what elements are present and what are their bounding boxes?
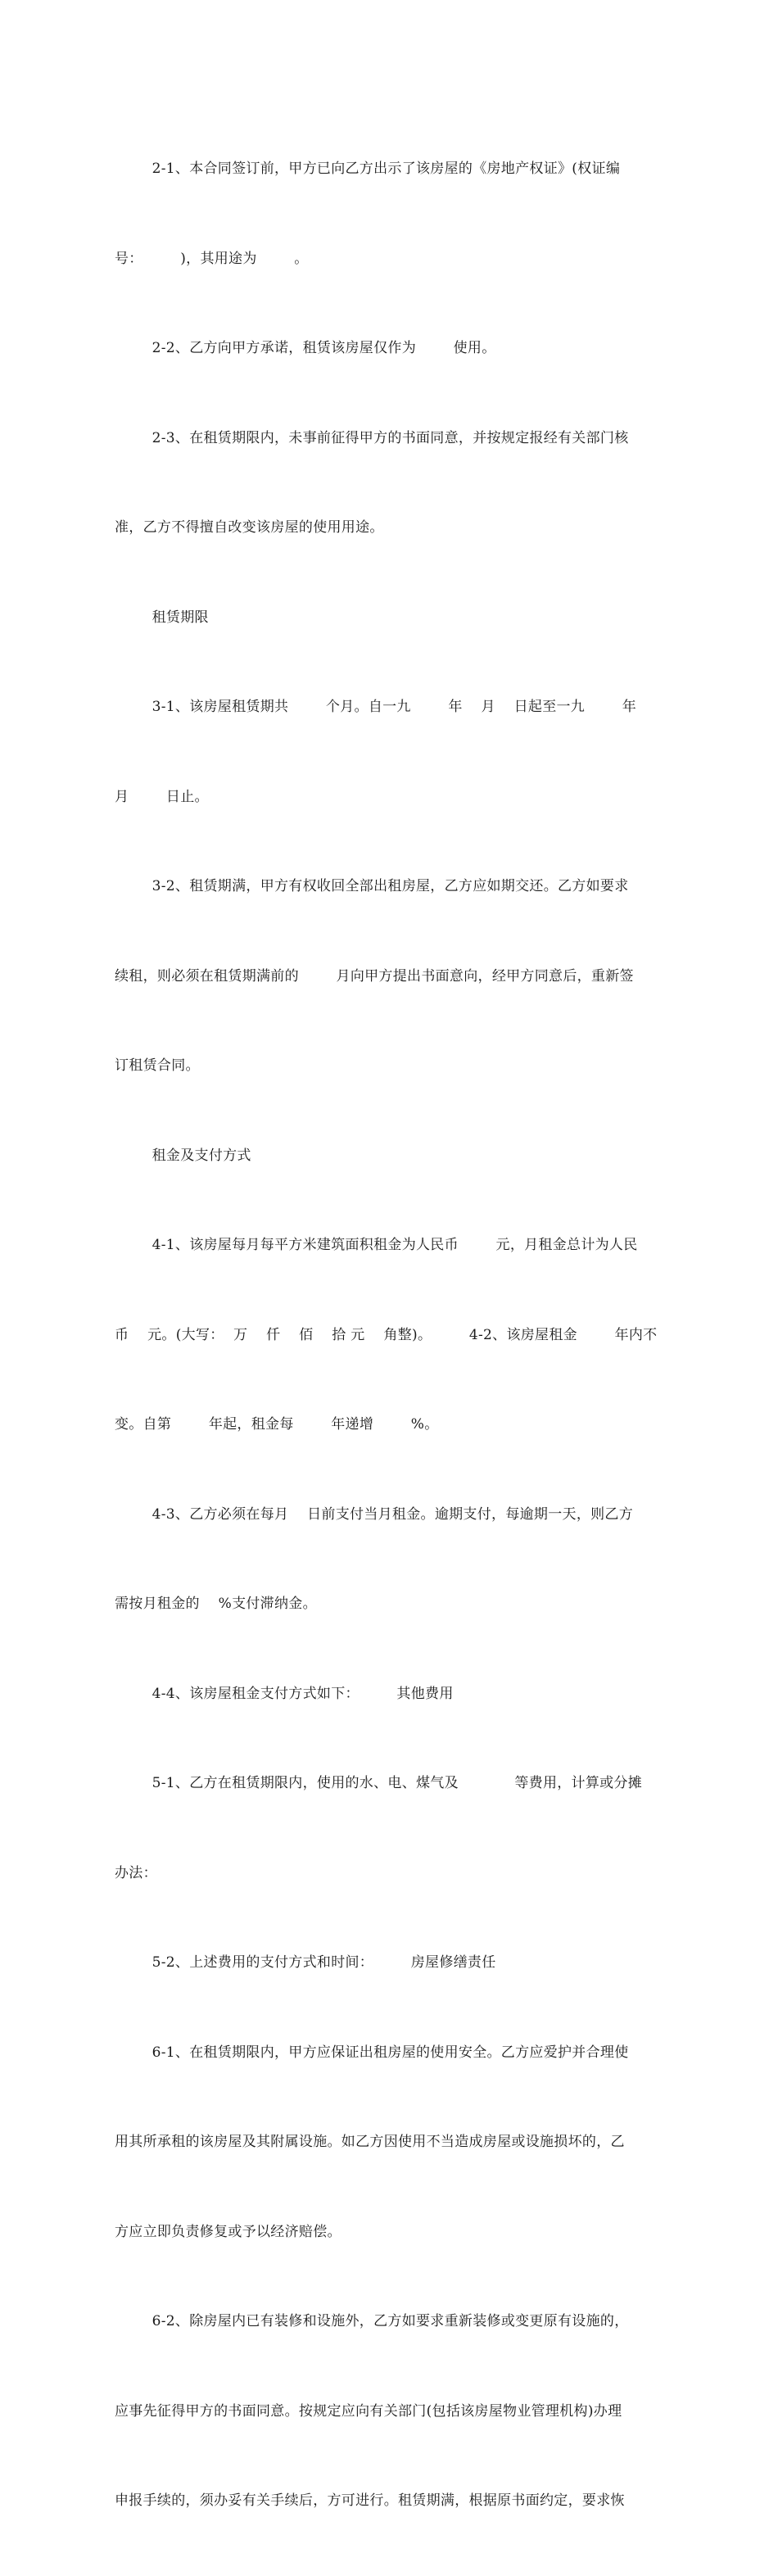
text-line: 4-3、乙方必须在每月 日前支付当月租金。逾期支付，每逾期一天，则乙方 — [115, 1505, 634, 1523]
text-line: 币 元。(大写： 万 仟 佰 拾 元 角整)。 4-2、该房屋租金 年内不 — [115, 1326, 658, 1343]
text-line: 用其所承租的该房屋及其附属设施。如乙方因使用不当造成房屋或设施损坏的，乙 — [115, 2134, 625, 2150]
section-heading: 租金及支付方式 — [115, 1147, 251, 1164]
text-line: 5-2、上述费用的支付方式和时间： 房屋修缮责任 — [115, 1954, 496, 1971]
text-line: 2-1、本合同签订前，甲方已向乙方出示了该房屋的《房地产权证》(权证编 — [115, 161, 621, 177]
text-line: 申报手续的，须办妥有关手续后，方可进行。租赁期满，根据原书面约定，要求恢 — [115, 2492, 625, 2509]
text-line: 准，乙方不得擅自改变该房屋的使用用途。 — [115, 519, 384, 536]
text-line: 号： )，其用途为 。 — [115, 250, 309, 267]
text-line: 3-2、租赁期满，甲方有权收回全部出租房屋，乙方应如期交还。乙方如要求 — [115, 878, 629, 894]
text-line: 订租赁合同。 — [115, 1057, 200, 1074]
text-line: 方应立即负责修复或予以经济赔偿。 — [115, 2223, 342, 2240]
section-heading: 租赁期限 — [115, 609, 209, 626]
text-line: 2-2、乙方向甲方承诺，租赁该房屋仅作为 使用。 — [115, 340, 496, 356]
document-body — [115, 94, 665, 2576]
text-line: 5-1、乙方在租赁期限内，使用的水、电、煤气及 等费用，计算或分摊 — [115, 1775, 643, 1791]
document-page — [115, 94, 665, 2576]
text-line: 变。自第 年起，租金每 年递增 %。 — [115, 1416, 439, 1433]
text-line: 办法： — [115, 1864, 157, 1881]
text-line: 月 日止。 — [115, 788, 209, 805]
text-line: 6-2、除房屋内已有装修和设施外，乙方如要求重新装修或变更原有设施的， — [115, 2313, 629, 2329]
text-line: 续租，则必须在租赁期满前的 月向甲方提出书面意向，经甲方同意后，重新签 — [115, 967, 634, 985]
text-line: 2-3、在租赁期限内，未事前征得甲方的书面同意，并按规定报经有关部门核 — [115, 429, 629, 446]
text-line: 4-4、该房屋租金支付方式如下： 其他费用 — [115, 1685, 454, 1702]
text-line: 应事先征得甲方的书面同意。按规定应向有关部门(包括该房屋物业管理机构)办理 — [115, 2402, 622, 2420]
text-line: 6-1、在租赁期限内，甲方应保证出租房屋的使用安全。乙方应爱护并合理使 — [115, 2044, 629, 2061]
text-line: 4-1、该房屋每月每平方米建筑面积租金为人民币 元，月租金总计为人民 — [115, 1237, 638, 1253]
text-line: 需按月租金的 %支付滞纳金。 — [115, 1596, 317, 1612]
text-line: 3-1、该房屋租赁期共 个月。自一九 年 月 日起至一九 年 — [115, 699, 637, 715]
